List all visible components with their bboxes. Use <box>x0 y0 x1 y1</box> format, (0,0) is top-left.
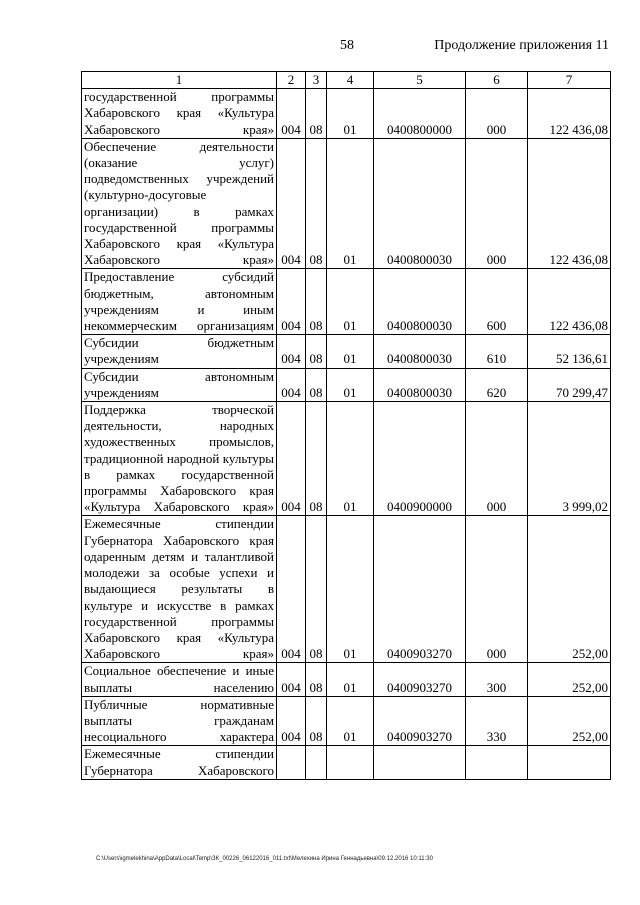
cell-amount: 252,00 <box>528 516 611 663</box>
cell-section: 08 <box>306 516 327 663</box>
cell-amount: 122 436,08 <box>528 89 611 139</box>
cell-section: 08 <box>306 696 327 746</box>
appendix-note: Продолжение приложения 11 <box>434 38 609 53</box>
cell-subsection: 01 <box>327 663 374 696</box>
table-row <box>82 138 611 269</box>
table-row <box>82 516 611 663</box>
column-number: 3 <box>306 72 327 89</box>
table-row <box>82 696 611 746</box>
cell-section: 08 <box>306 663 327 696</box>
row-name: Субсидии бюджетным учреждениям <box>82 335 277 368</box>
cell-subsection: 01 <box>327 138 374 269</box>
cell-target-article: 0400903270 <box>374 516 466 663</box>
row-name: Обеспечение деятельности (оказание услуг) подведомственных учреждений (культурно-досуговые организации) в рамках государственной программы Хабаровского края «Культура Хабаровского края» <box>82 138 277 269</box>
cell-expense-type: 620 <box>466 368 528 401</box>
column-number: 1 <box>82 72 277 89</box>
cell-target-article: 0400903270 <box>374 663 466 696</box>
cell-ministry <box>277 746 306 779</box>
row-name: Социальное обеспечение и иные выплаты населению <box>82 663 277 696</box>
table-row <box>82 89 611 139</box>
column-number: 6 <box>466 72 528 89</box>
cell-expense-type: 000 <box>466 402 528 516</box>
column-number: 4 <box>327 72 374 89</box>
cell-section: 08 <box>306 368 327 401</box>
cell-target-article: 0400800030 <box>374 368 466 401</box>
cell-target-article: 0400800030 <box>374 269 466 335</box>
cell-ministry: 004 <box>277 368 306 401</box>
cell-subsection: 01 <box>327 696 374 746</box>
cell-target-article: 0400900000 <box>374 402 466 516</box>
cell-target-article: 0400800030 <box>374 335 466 368</box>
row-name: Ежемесячные стипендии Губернатора Хабаровского <box>82 746 277 779</box>
table-row <box>82 368 611 401</box>
cell-ministry: 004 <box>277 138 306 269</box>
budget-table <box>81 71 611 780</box>
row-name: Предоставление субсидий бюджетным, автономным учреждениям и иным некоммерческим организациям <box>82 269 277 335</box>
cell-section <box>306 746 327 779</box>
cell-ministry: 004 <box>277 696 306 746</box>
cell-amount: 252,00 <box>528 696 611 746</box>
cell-ministry: 004 <box>277 663 306 696</box>
cell-ministry: 004 <box>277 335 306 368</box>
cell-target-article <box>374 746 466 779</box>
cell-ministry: 004 <box>277 402 306 516</box>
cell-amount <box>528 746 611 779</box>
cell-subsection: 01 <box>327 368 374 401</box>
cell-section: 08 <box>306 269 327 335</box>
cell-expense-type: 300 <box>466 663 528 696</box>
row-name: Публичные нормативные выплаты гражданам несоциального характера <box>82 696 277 746</box>
cell-expense-type: 000 <box>466 516 528 663</box>
cell-expense-type: 000 <box>466 89 528 139</box>
table-row <box>82 335 611 368</box>
cell-amount: 122 436,08 <box>528 269 611 335</box>
cell-section: 08 <box>306 89 327 139</box>
cell-amount: 3 999,02 <box>528 402 611 516</box>
cell-subsection: 01 <box>327 402 374 516</box>
cell-section: 08 <box>306 402 327 516</box>
cell-expense-type: 330 <box>466 696 528 746</box>
cell-expense-type: 600 <box>466 269 528 335</box>
table-row <box>82 746 611 779</box>
table-row <box>82 269 611 335</box>
cell-target-article: 0400800000 <box>374 89 466 139</box>
cell-amount: 52 136,61 <box>528 335 611 368</box>
row-name: Поддержка творческой деятельности, народных художественных промыслов, традиционной народной культуры в рамках государственной программы Хабаровского края «Культура Хабаровского края» <box>82 402 277 516</box>
cell-subsection: 01 <box>327 516 374 663</box>
cell-amount: 252,00 <box>528 663 611 696</box>
table-row <box>82 663 611 696</box>
table-header-row <box>82 72 611 89</box>
cell-subsection <box>327 746 374 779</box>
cell-section: 08 <box>306 138 327 269</box>
cell-ministry: 004 <box>277 516 306 663</box>
cell-ministry: 004 <box>277 89 306 139</box>
cell-subsection: 01 <box>327 269 374 335</box>
cell-amount: 122 436,08 <box>528 138 611 269</box>
cell-subsection: 01 <box>327 335 374 368</box>
cell-expense-type <box>466 746 528 779</box>
cell-amount: 70 299,47 <box>528 368 611 401</box>
page-number: 58 <box>340 38 354 53</box>
column-number: 5 <box>374 72 466 89</box>
cell-expense-type: 610 <box>466 335 528 368</box>
row-name: государственной программы Хабаровского края «Культура Хабаровского края» <box>82 89 277 139</box>
table-row <box>82 402 611 516</box>
cell-ministry: 004 <box>277 269 306 335</box>
row-name: Ежемесячные стипендии Губернатора Хабаровского края одаренным детям и талантливой молодежи за особые успехи и выдающиеся результаты в культуре и искусстве в рамках государственной программы Хабаровского края «Культура Хабаровского края» <box>82 516 277 663</box>
cell-target-article: 0400800030 <box>374 138 466 269</box>
cell-section: 08 <box>306 335 327 368</box>
cell-subsection: 01 <box>327 89 374 139</box>
footer-file-path: C:\Users\igmelekhina\AppData\Local\Temp\ЗК_00226_06122016_011.txt\Мелехина Ирина Геннадьевна\09.12.2016 10:11:30 <box>96 856 433 862</box>
column-number: 2 <box>277 72 306 89</box>
column-number: 7 <box>528 72 611 89</box>
cell-target-article: 0400903270 <box>374 696 466 746</box>
cell-expense-type: 000 <box>466 138 528 269</box>
row-name: Субсидии автономным учреждениям <box>82 368 277 401</box>
